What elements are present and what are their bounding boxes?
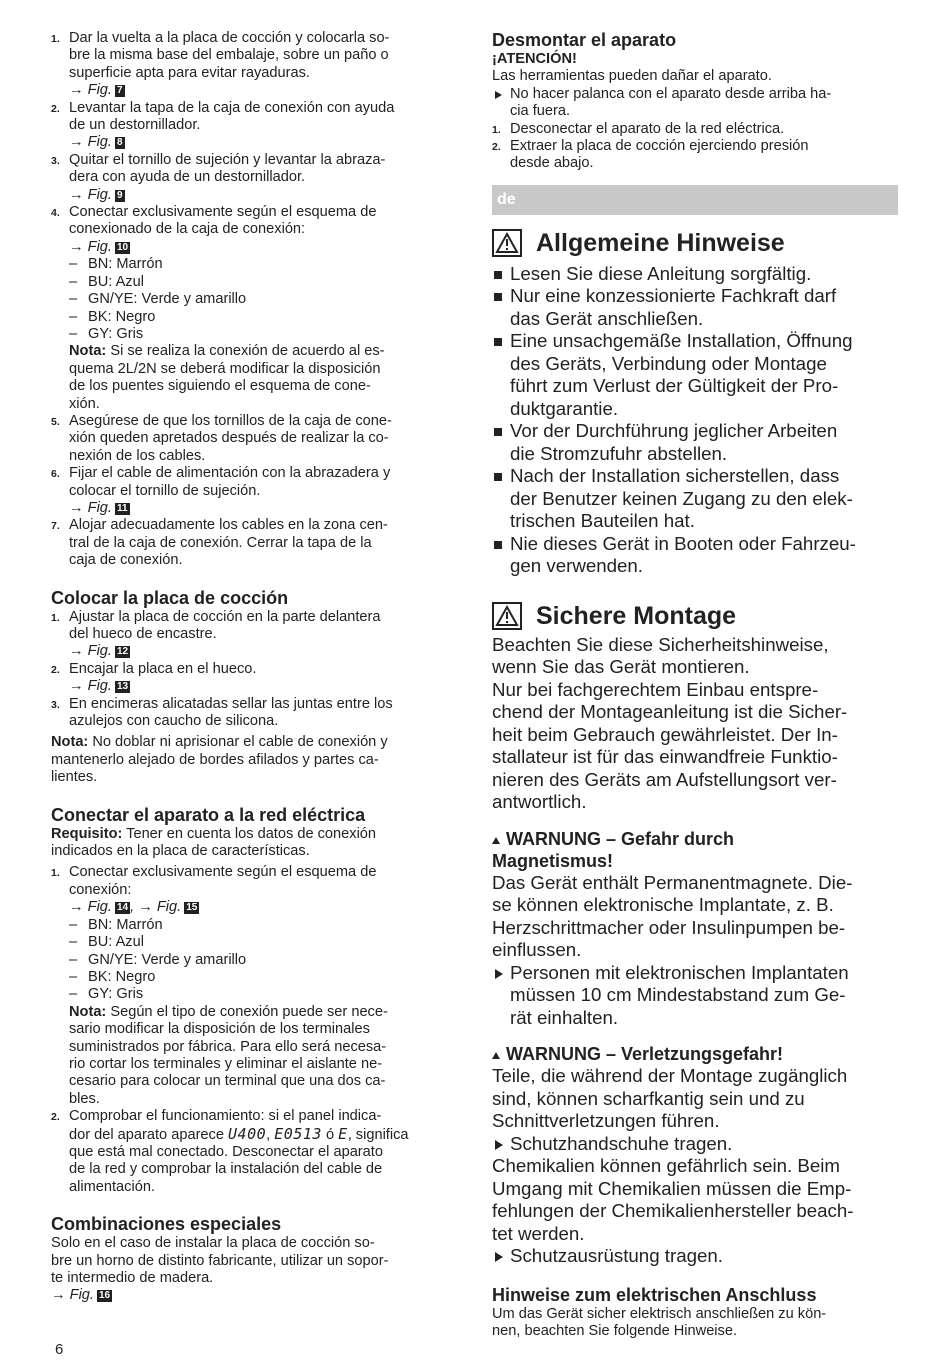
section-heading: Colocar la placa de cocción bbox=[51, 587, 289, 608]
list-item: 1. Conectar exclusivamente según el esquema de conexión: → Fig. 14 , → Fig. 15 – BN: Marrón – BU: Azul – GN/YE: Verde y amarillo – BK: Negro – GY: Gris Nota: Según el tipo de conexión puede ser nece- sario modificar la disposición de los terminales suministrados por fábrica. Para ello será necesa- rio cortar los terminales y eliminar el aislante ne- cesario para colocar un terminal que una dos ca- bles. bbox=[51, 864, 456, 1108]
figure-reference: → Fig. 16 bbox=[51, 1287, 111, 1304]
figure-number-badge: 10 bbox=[116, 241, 129, 253]
figure-reference: → Fig. 8 bbox=[69, 134, 123, 151]
figure-reference: → Fig. 12 bbox=[69, 643, 129, 660]
paragraph: Beachten Sie diese Sicherheitshinweise, wenn Sie das Gerät montieren. bbox=[492, 633, 829, 678]
paragraph: Las herramientas pueden dañar el aparato. bbox=[492, 68, 772, 85]
wire-color-item: – BK: Negro bbox=[69, 309, 456, 326]
connect-steps bbox=[51, 864, 456, 1196]
list-item: Nur eine konzessionierte Fachkraft darf das Gerät anschließen. bbox=[492, 285, 898, 330]
warning-icon bbox=[492, 1052, 500, 1059]
section-heading: Desmontar el aparato bbox=[492, 30, 677, 50]
paragraph: Teile, die während der Montage zugänglich sind, können scharfkantig sein und zu Schnittverletzungen führen. bbox=[492, 1065, 848, 1132]
figure-number-badge: 11 bbox=[116, 502, 128, 514]
display-code: E0513 bbox=[274, 1124, 322, 1143]
note-text: No doblar ni aprisionar el cable de conexión y mantenerlo alejado de bordes afilados y partes ca- lientes. bbox=[51, 734, 388, 786]
figure-number-badge: 14 bbox=[116, 902, 129, 914]
warning-triangle-icon bbox=[492, 229, 522, 257]
display-code: E bbox=[338, 1124, 348, 1143]
step-text: Dar la vuelta a la placa de cocción y colocarla so- bre la misma base del embalaje, sobre un paño o superficie apta para evitar rayaduras. bbox=[69, 30, 390, 81]
requirement-text: Tener en cuenta los datos de conexión indicados en la placa de características. bbox=[51, 825, 377, 860]
paragraph: Nur bei fachgerechtem Einbau entspre- chend der Montageanleitung ist die Sicher- heit beim Gebrauch gewährleistet. Der In- stallateur ist für das einwandfreie Funktio- nieren des Geräts am Aufstellungsort ver- antwortlich. bbox=[492, 678, 848, 813]
paragraph: Solo en el caso de instalar la placa de cocción so- bre un horno de distinto fabricante, utilizar un sopor- te intermedio de madera. bbox=[51, 1235, 389, 1286]
figure-reference: → Fig. 11 bbox=[69, 499, 128, 516]
requirement-label: Requisito: bbox=[51, 825, 123, 842]
paragraph: Das Gerät enthält Permanentmagnete. Die- se können elektronische Implantate, z. B. Herzschrittmacher oder Insulinpumpen be- einflussen. bbox=[492, 871, 853, 961]
figure-number-badge: 13 bbox=[116, 681, 129, 693]
general-list bbox=[492, 263, 898, 578]
wire-color-item: – GN/YE: Verde y amarillo bbox=[69, 952, 456, 969]
list-item: Nie dieses Gerät in Booten oder Fahrzeu- gen verwenden. bbox=[492, 533, 898, 578]
paragraph: Chemikalien können gefährlich sein. Beim Umgang mit Chemikalien müssen die Emp- fehlungen der Chemikalienhersteller beach- tet werden. bbox=[492, 1155, 854, 1244]
wire-color-item: – GN/YE: Verde y amarillo bbox=[69, 291, 456, 308]
figure-reference: → Fig. 13 bbox=[69, 678, 129, 695]
list-item: 1. Desconectar el aparato de la red eléctrica. bbox=[492, 120, 785, 137]
figure-number-badge: 15 bbox=[186, 902, 198, 914]
list-item: 3. Quitar el tornillo de sujeción y levantar la abraza- dera con ayuda de un destornillador. → Fig. 9 bbox=[51, 151, 386, 203]
wire-color-item: – BU: Azul bbox=[69, 274, 456, 291]
step-text: Conectar exclusivamente según el esquema de conexión: bbox=[69, 864, 377, 898]
warning-icon bbox=[492, 837, 500, 844]
warning-heading: WARNUNG – Verletzungsgefahr! bbox=[492, 1043, 898, 1065]
instruction-bullet: Schutzausrüstung tragen. bbox=[492, 1245, 898, 1268]
note-label: Nota: bbox=[51, 734, 89, 751]
right-column bbox=[492, 30, 898, 1341]
instruction-bullet: Schutzhandschuhe tragen. bbox=[492, 1133, 898, 1156]
note-label: Nota: bbox=[69, 1003, 107, 1020]
step-text: En encimeras alicatadas sellar las juntas entre los azulejos con caucho de silicona. bbox=[69, 695, 393, 730]
wire-color-item: – BN: Marrón bbox=[69, 917, 456, 934]
step-text: Alojar adecuadamente los cables en la zona cen- tral de la caja de conexión. Cerrar la tapa de la caja de conexión. bbox=[69, 517, 388, 569]
wire-color-item: – BK: Negro bbox=[69, 969, 456, 986]
requirement bbox=[51, 826, 456, 861]
step-text: Quitar el tornillo de sujeción y levantar la abraza- dera con ayuda de un destornillador. bbox=[69, 151, 386, 186]
page-number: 6 bbox=[55, 1341, 64, 1358]
note-label: Nota: bbox=[69, 343, 107, 360]
section-heading: Combinaciones especiales bbox=[51, 1214, 282, 1235]
section-heading: Conectar el aparato a la red eléctrica bbox=[51, 804, 366, 825]
figure-number-badge: 9 bbox=[116, 189, 123, 201]
note bbox=[51, 734, 456, 786]
warning-triangle-icon bbox=[492, 602, 522, 630]
place-steps bbox=[51, 609, 456, 731]
paragraph: Um das Gerät sicher elektrisch anschließen zu kön- nen, beachten Sie folgende Hinweise. bbox=[492, 1305, 827, 1340]
instruction-bullet: No hacer palanca con el aparato desde arriba ha- cia fuera. bbox=[492, 86, 898, 121]
list-item: Vor der Durchführung jeglicher Arbeiten die Stromzufuhr abstellen. bbox=[492, 420, 898, 465]
figure-reference: → Fig. 14 , → Fig. 15 bbox=[69, 899, 198, 916]
wire-color-item: – GY: Gris bbox=[69, 986, 456, 1003]
list-item: 1. Ajustar la placa de cocción en la parte delantera del hueco de encastre. → Fig. 12 bbox=[51, 608, 381, 660]
list-item: 1. Dar la vuelta a la placa de cocción y colocarla so- bre la misma base del embalaje, sobre un paño o superficie apta para evitar rayaduras. → Fig. 7 bbox=[51, 30, 390, 99]
step-text: Desconectar el aparato de la red eléctrica. bbox=[510, 120, 785, 137]
list-item: 2. Levantar la tapa de la caja de conexión con ayuda de un destornillador. → Fig. 8 bbox=[51, 99, 395, 151]
remove-steps bbox=[492, 121, 898, 173]
list-item: 7. Alojar adecuadamente los cables en la zona cen- tral de la caja de conexión. Cerrar la tapa de la caja de conexión. bbox=[51, 517, 388, 569]
note bbox=[69, 343, 456, 413]
step-text: Fijar el cable de alimentación con la abrazadera y colocar el tornillo de sujeción. bbox=[69, 465, 391, 499]
wire-colors-list bbox=[69, 256, 456, 343]
figure-number-badge: 16 bbox=[98, 1290, 111, 1302]
figure-number-badge: 8 bbox=[116, 137, 123, 149]
list-item: 5. Asegúrese de que los tornillos de la caja de cone- xión queden apretados después de realizar la co- nexión de los cables. bbox=[51, 412, 392, 464]
list-item: 3. En encimeras alicatadas sellar las juntas entre los azulejos con caucho de silicona. bbox=[51, 695, 393, 730]
list-item: 4. Conectar exclusivamente según el esquema de conexionado de la caja de conexión: → Fig. 10 – BN: Marrón – BU: Azul – GN/YE: Verde y amarillo – BK: Negro – GY: Gris Nota: Si se realiza la conexión de acuerdo al es- quema 2L/2N se deberá modificar la disposición de los puentes siguiendo el esquema de cone- xión. bbox=[51, 204, 456, 413]
list-item: Eine unsachgemäße Installation, Öffnung des Geräts, Verbindung oder Montage führt zum Verlust der Gültigkeit der Pro- duktgarantie. bbox=[492, 330, 898, 420]
wire-color-item: – BN: Marrón bbox=[69, 256, 456, 273]
wire-color-item: – BU: Azul bbox=[69, 934, 456, 951]
attention-label: ¡ATENCIÓN! bbox=[492, 51, 577, 67]
step-text: Conectar exclusivamente según el esquema de conexionado de la caja de conexión: bbox=[69, 204, 377, 238]
step-text: Extraer la placa de cocción ejerciendo presión desde abajo. bbox=[510, 138, 809, 172]
language-bar: de bbox=[492, 185, 898, 215]
note-text: Si se realiza la conexión de acuerdo al es- quema 2L/2N se deberá modificar la disposición de los puentes siguiendo el esquema de cone- xión. bbox=[69, 343, 385, 412]
section-heading-safe: Sichere Montage bbox=[492, 602, 898, 630]
figure-number-badge: 7 bbox=[116, 85, 123, 97]
display-code: U400 bbox=[228, 1124, 267, 1143]
left-column bbox=[51, 30, 456, 1305]
figure-reference: → Fig. 9 bbox=[69, 186, 123, 203]
figure-reference: → Fig. 10 bbox=[69, 238, 129, 255]
wire-color-item: – GY: Gris bbox=[69, 326, 456, 343]
figure-reference: → Fig. 7 bbox=[69, 82, 123, 99]
step-text: Encajar la placa en el hueco. bbox=[69, 660, 257, 677]
step-text: Asegúrese de que los tornillos de la caja de cone- xión queden apretados después de realizar la co- nexión de los cables. bbox=[69, 412, 392, 464]
list-item: 6. Fijar el cable de alimentación con la abrazadera y colocar el tornillo de sujeción. → Fig. 11 bbox=[51, 465, 391, 516]
list-item: 2. Encajar la placa en el hueco. → Fig. 13 bbox=[51, 660, 257, 695]
list-item: Lesen Sie diese Anleitung sorgfältig. bbox=[492, 263, 898, 286]
step-text: Ajustar la placa de cocción en la parte delantera del hueco de encastre. bbox=[69, 608, 381, 642]
list-item: 2. Comprobar el funcionamiento: si el panel indica- dor del aparato aparece U400, E0513 ó E, significa que está mal conectado. Desconectar el aparato de la red y comprobar la instalación del cable de alimentación. bbox=[51, 1108, 409, 1195]
section-heading: Hinweise zum elektrischen Anschluss bbox=[492, 1284, 817, 1305]
note bbox=[69, 1004, 456, 1108]
wire-colors-list bbox=[69, 917, 456, 1004]
note-text: Según el tipo de conexión puede ser nece- sario modificar la disposición de los terminales suministrados por fábrica. Para ello será necesa- rio cortar los terminales y eliminar el aislante ne- cesario para colocar un terminal que una dos ca- bles. bbox=[69, 1003, 388, 1107]
section-heading-general: Allgemeine Hinweise bbox=[492, 229, 898, 257]
list-item: 2. Extraer la placa de cocción ejerciendo presión desde abajo. bbox=[492, 138, 809, 172]
install-steps bbox=[51, 30, 456, 570]
figure-number-badge: 12 bbox=[116, 646, 129, 658]
instruction-bullet: Personen mit elektronischen Implantaten müssen 10 cm Mindestabstand zum Ge- rät einhalten. bbox=[492, 962, 898, 1030]
warning-heading: WARNUNG – Gefahr durch Magnetismus! bbox=[492, 828, 735, 871]
list-item: Nach der Installation sicherstellen, dass der Benutzer keinen Zugang zu den elek- trischen Bauteilen hat. bbox=[492, 465, 898, 533]
step-text: Levantar la tapa de la caja de conexión con ayuda de un destornillador. bbox=[69, 99, 395, 134]
